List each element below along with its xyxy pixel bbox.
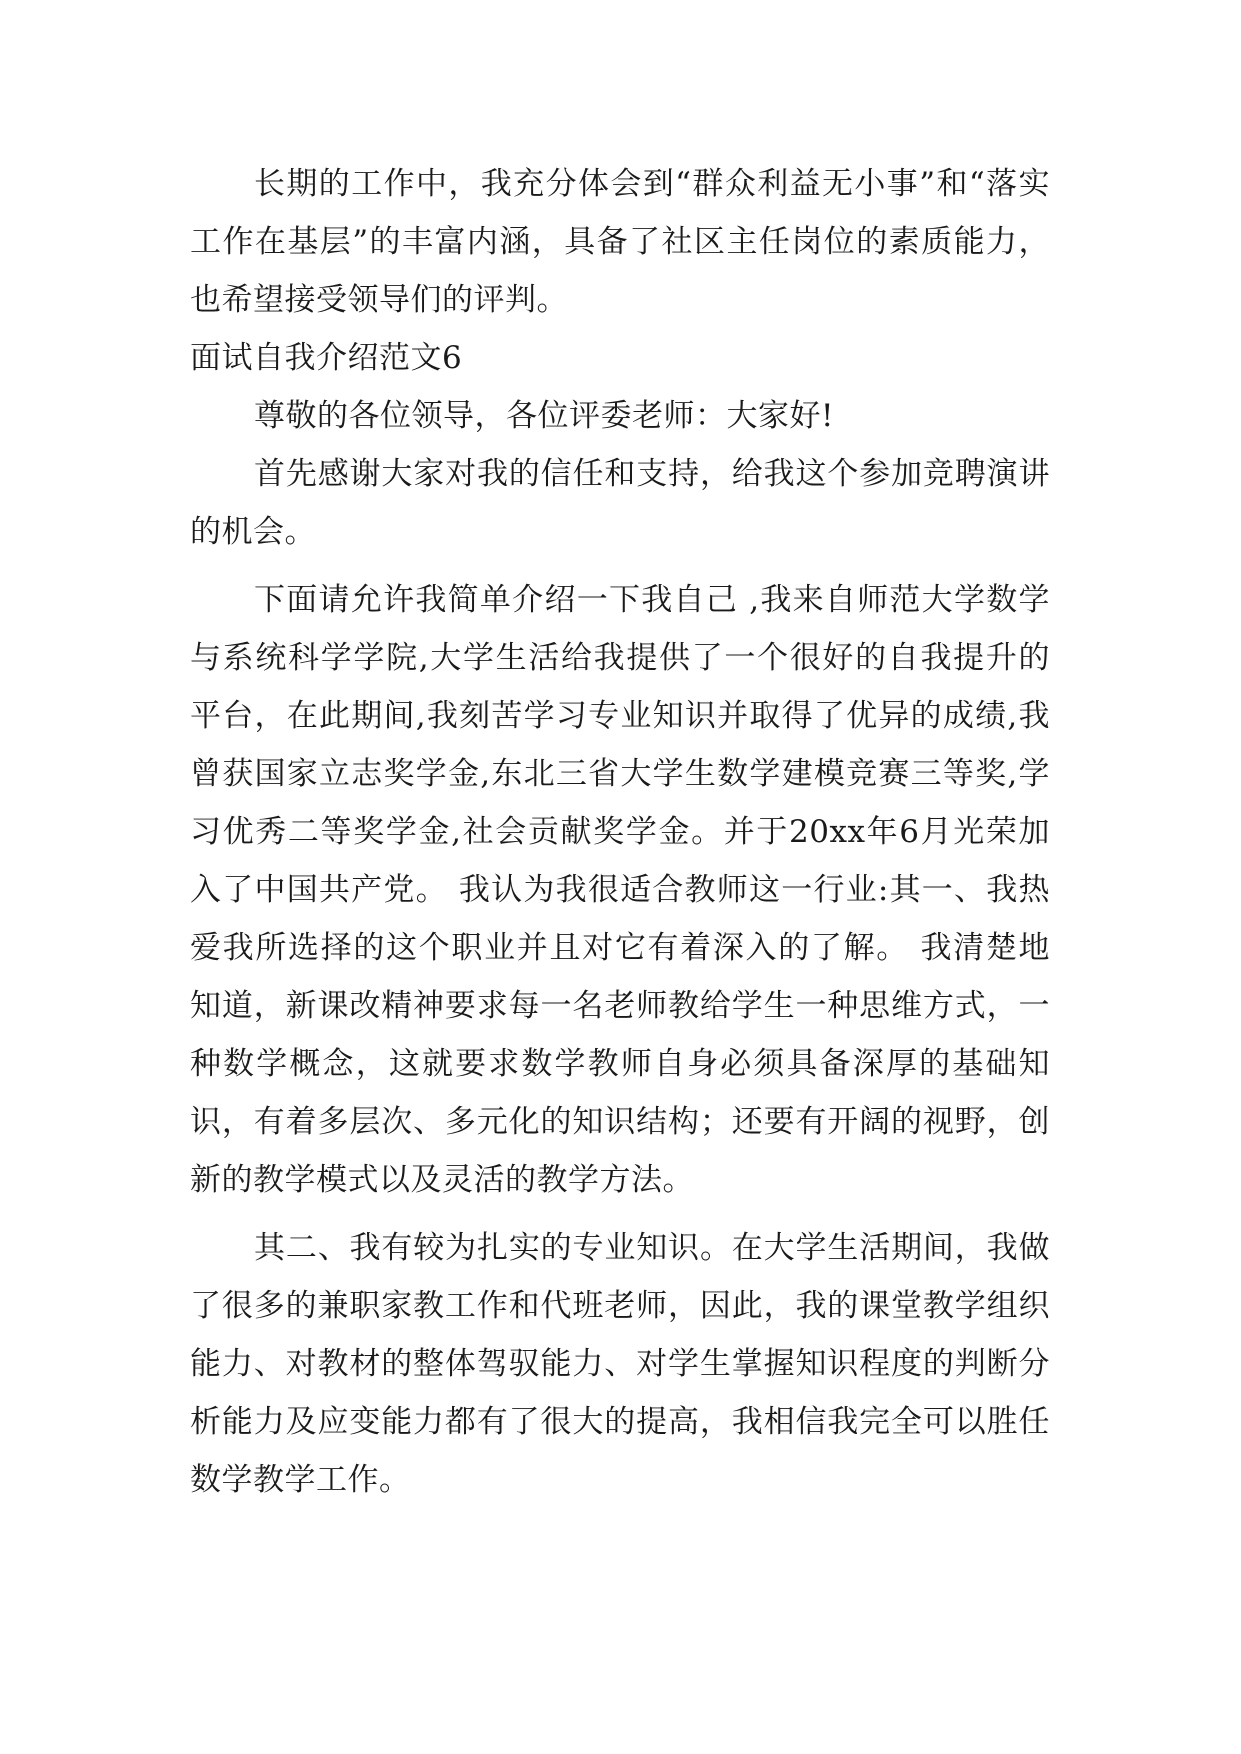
paragraph-thanks: 首先感谢大家对我的信任和支持，给我这个参加竞聘演讲的机会。 — [190, 456, 1050, 550]
paragraph-closing-previous: 长期的工作中，我充分体会到“群众利益无小事”和“落实工作在基层”的丰富内涵，具备了社区主任岗位的素质能力，也希望接受领导们的评判。 — [190, 166, 1050, 318]
section-title: 面试自我介绍范文6 — [190, 340, 463, 376]
paragraph-professional-knowledge: 其二、我有较为扎实的专业知识。在大学生活期间，我做了很多的兼职家教工作和代班老师，因此，我的课堂教学组织能力、对教材的整体驾驭能力、对学生掌握知识程度的判断分析能力及应变能力都有了很大的提高，我相信我完全可以胜任数学教学工作。 — [190, 1230, 1050, 1498]
paragraph-greeting: 尊敬的各位领导，各位评委老师：大家好! — [254, 398, 834, 434]
document-page — [190, 155, 1050, 1509]
paragraph-self-introduction: 下面请允许我简单介绍一下我自己 ,我来自师范大学数学与系统科学学院,大学生活给我提供了一个很好的自我提升的平台，在此期间,我刻苦学习专业知识并取得了优异的成绩,我曾获国家立志奖学金,东北三省大学生数学建模竞赛三等奖,学习优秀二等奖学金,社会贡献奖学金。并于20xx年6月光荣加入了中国共产党。 我认为我很适合教师这一行业:其一、我热爱我所选择的这个职业并且对它有着深入的了解。 我清楚地知道，新课改精神要求每一名老师教给学生一种思维方式，一种数学概念，这就要求数学教师自身必须具备深厚的基础知识，有着多层次、多元化的知识结构；还要有开阔的视野，创新的教学模式以及灵活的教学方法。 — [190, 582, 1050, 1198]
